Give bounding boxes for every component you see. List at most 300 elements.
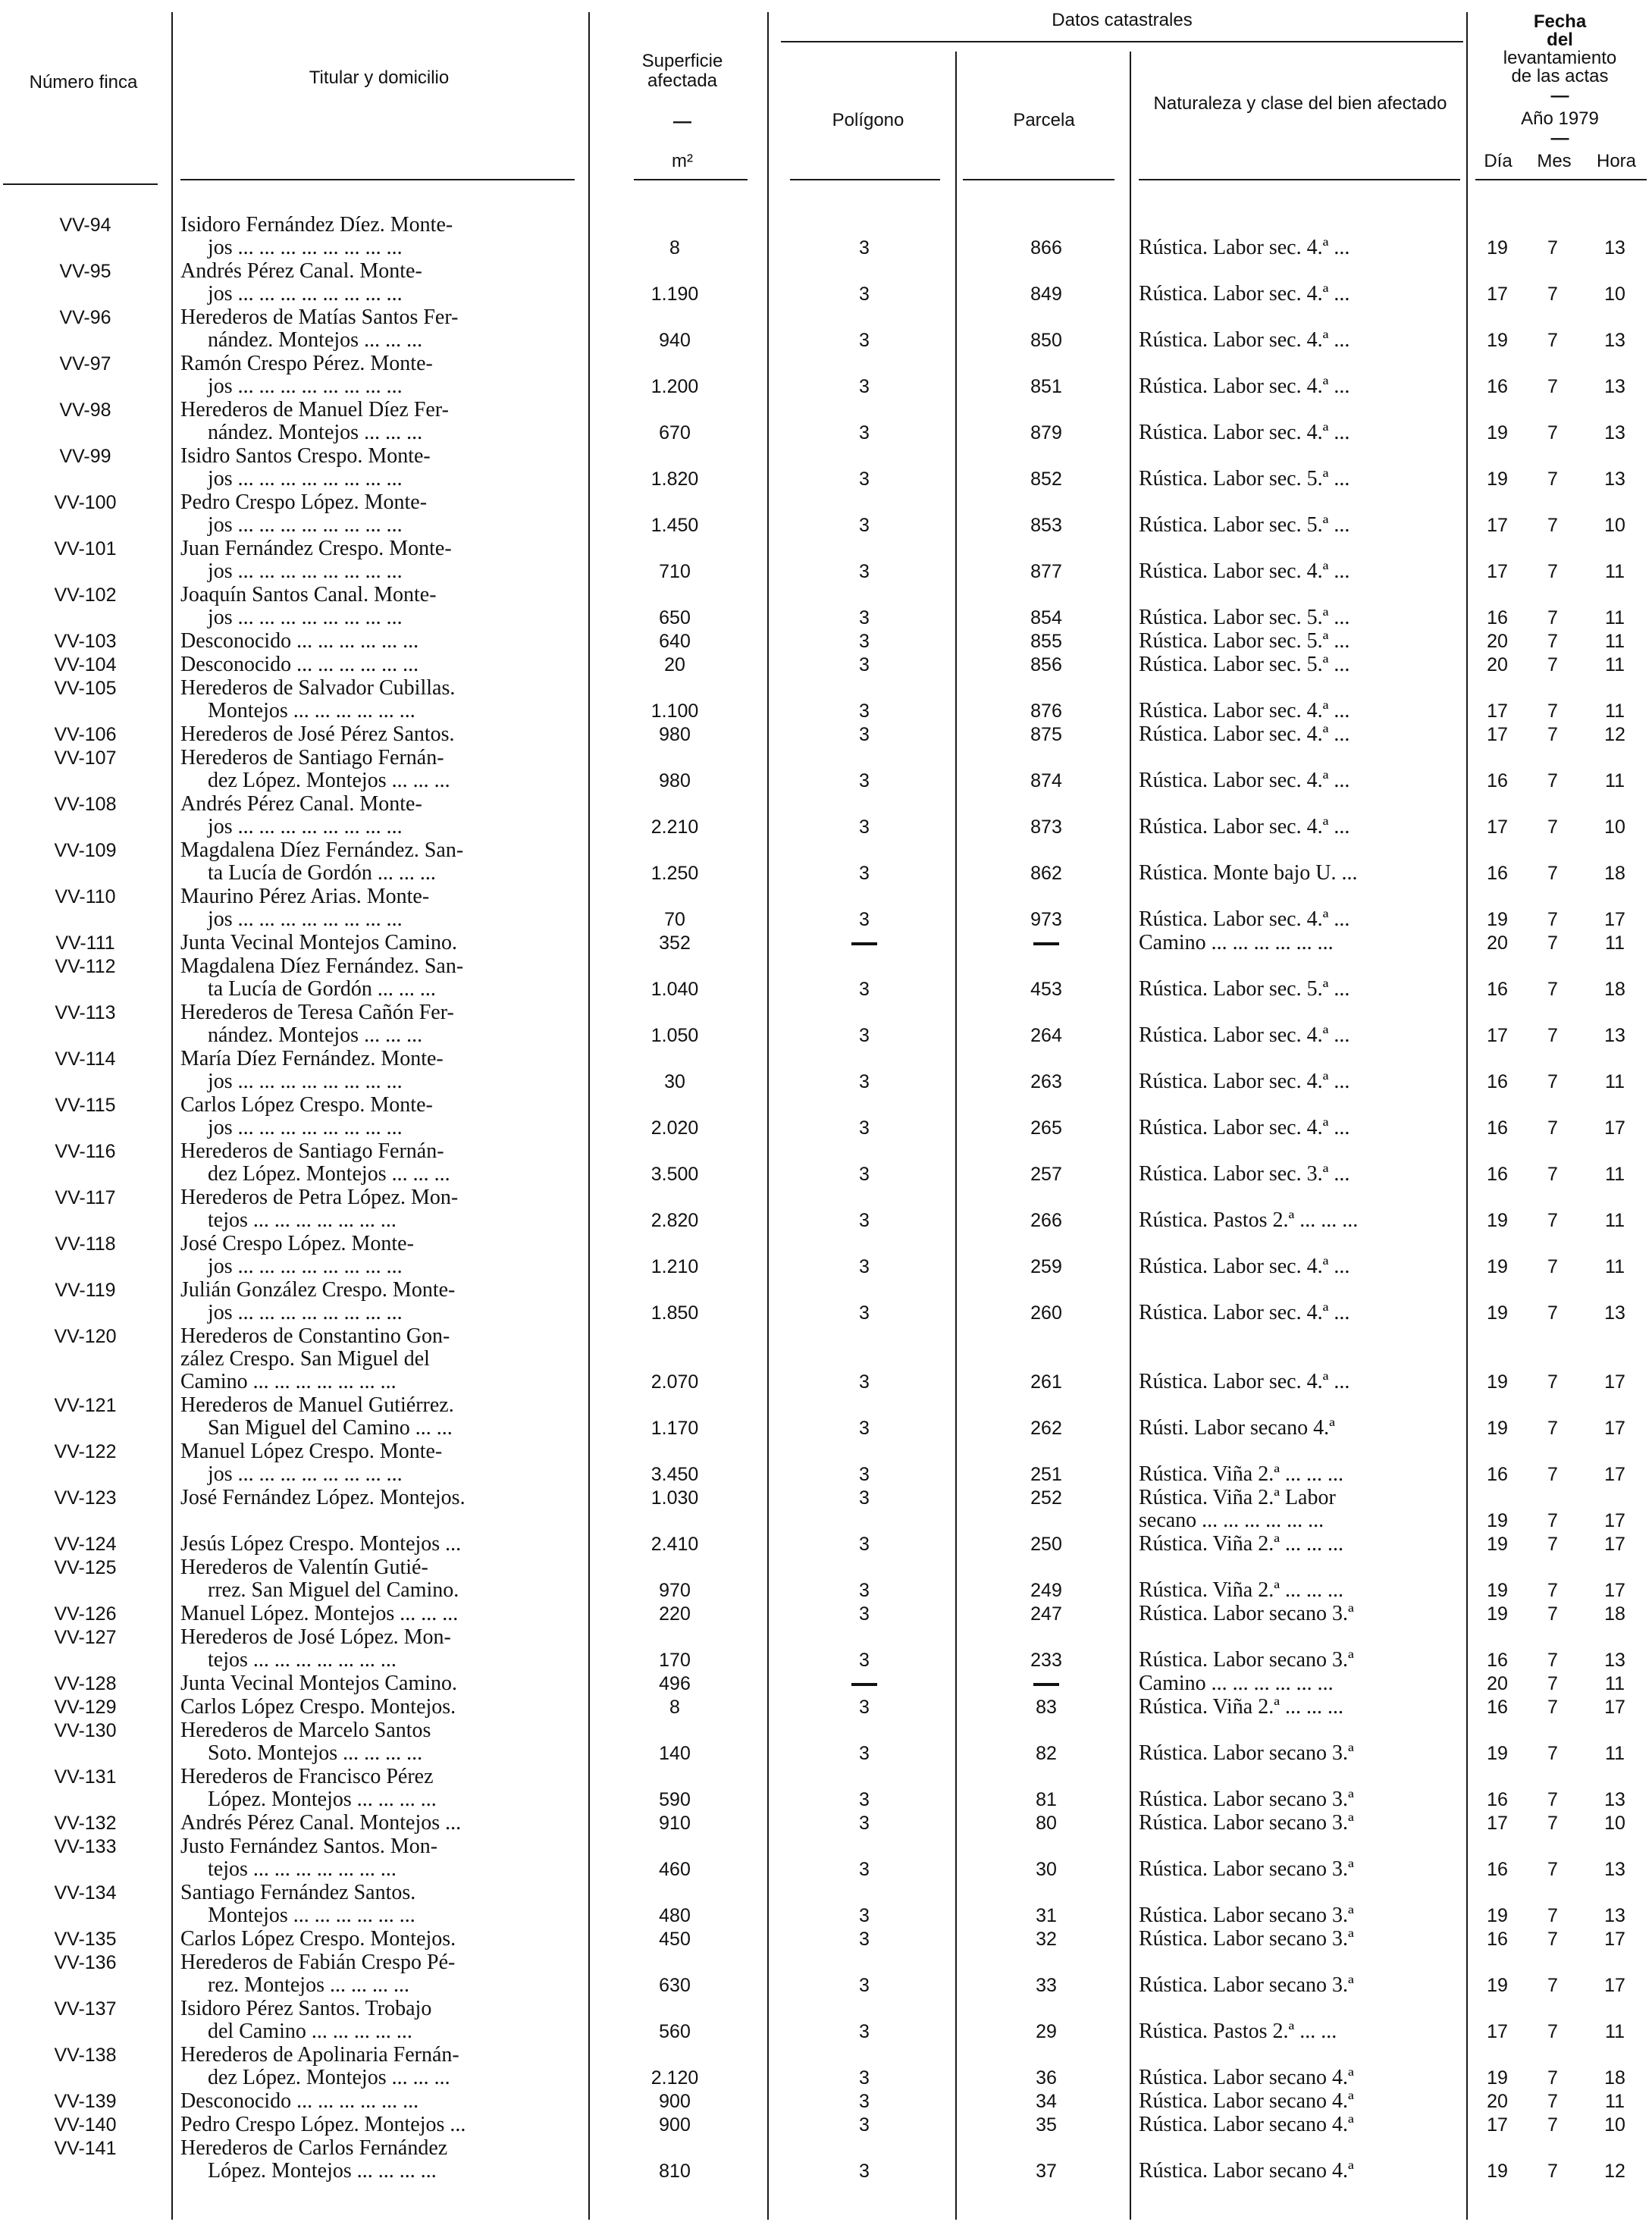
parcela-value bbox=[963, 1672, 1130, 1695]
titular-line: tejos ... ... ... ... ... ... ... bbox=[208, 1209, 397, 1232]
poligono-value: 3 bbox=[859, 1789, 870, 1810]
parcela-value: 265 bbox=[1030, 1117, 1062, 1139]
titular-line: jos ... ... ... ... ... ... ... ... bbox=[208, 606, 403, 629]
naturaleza-cell bbox=[1139, 1209, 1465, 1232]
poligono-value: 3 bbox=[859, 909, 870, 930]
parcela-value: 83 bbox=[1036, 1697, 1057, 1718]
dia-value: 16 bbox=[1487, 1464, 1508, 1485]
hora-value: 11 bbox=[1605, 561, 1625, 582]
mes-value: 7 bbox=[1547, 2021, 1558, 2042]
dash-mark bbox=[851, 1683, 877, 1686]
titular-cell bbox=[180, 955, 575, 1001]
titular-cell bbox=[180, 677, 575, 722]
finca-number: VV-114 bbox=[55, 1048, 116, 1070]
finca-number: VV-112 bbox=[55, 956, 116, 977]
hora-value: 10 bbox=[1604, 515, 1625, 536]
table-row bbox=[0, 1812, 1652, 1835]
finca-number: VV-128 bbox=[54, 1673, 117, 1694]
naturaleza-cell bbox=[1139, 237, 1465, 259]
superficie-value: 970 bbox=[659, 1580, 691, 1601]
titular-cell bbox=[180, 1951, 575, 1997]
titular-line: nández. Montejos ... ... ... bbox=[208, 421, 423, 444]
titular-line: Herederos de Manuel Díez Fer- bbox=[180, 399, 449, 421]
poligono-value: 3 bbox=[859, 1603, 870, 1625]
table-row bbox=[0, 1279, 1652, 1324]
parcela-value: 873 bbox=[1030, 816, 1062, 838]
mes-value: 7 bbox=[1547, 1510, 1558, 1531]
naturaleza-cell bbox=[1139, 560, 1465, 583]
header-fecha-actas: de las actas bbox=[1511, 66, 1609, 86]
dia-value: 19 bbox=[1487, 422, 1508, 443]
table-row bbox=[0, 1186, 1652, 1232]
parcela-value: 261 bbox=[1030, 1371, 1062, 1393]
finca-number: VV-127 bbox=[54, 1627, 117, 1648]
superficie-value: 170 bbox=[659, 1650, 691, 1671]
naturaleza-line: secano ... ... ... ... ... ... bbox=[1139, 1509, 1324, 1532]
header-fecha-levantamiento: levantamiento bbox=[1503, 48, 1617, 68]
parcela-value: 263 bbox=[1030, 1071, 1062, 1092]
superficie-value: 1.100 bbox=[650, 700, 699, 722]
mes-value: 7 bbox=[1547, 2161, 1558, 2182]
titular-line: rrez. San Miguel del Camino. bbox=[208, 1579, 459, 1602]
naturaleza-line: Rústica. Labor secano 3.ª bbox=[1139, 1742, 1354, 1765]
mes-value: 7 bbox=[1547, 1302, 1558, 1324]
mes-value: 7 bbox=[1547, 932, 1558, 954]
table-row bbox=[0, 1672, 1652, 1695]
superficie-value: 30 bbox=[664, 1071, 685, 1092]
titular-cell bbox=[180, 630, 575, 653]
naturaleza-cell bbox=[1139, 1117, 1465, 1139]
finca-number: VV-120 bbox=[54, 1326, 117, 1347]
finca-number: VV-138 bbox=[54, 2045, 117, 2066]
dia-value: 17 bbox=[1487, 2021, 1508, 2042]
titular-line: María Díez Fernández. Monte- bbox=[180, 1048, 444, 1070]
titular-line: Junta Vecinal Montejos Camino. bbox=[180, 1672, 457, 1695]
hora-value: 17 bbox=[1604, 1929, 1625, 1950]
poligono-value: 3 bbox=[859, 1210, 870, 1231]
table-row bbox=[0, 723, 1652, 746]
dia-value: 20 bbox=[1487, 1673, 1508, 1694]
finca-number: VV-107 bbox=[54, 747, 117, 769]
finca-number: VV-108 bbox=[54, 794, 117, 815]
hora-value: 11 bbox=[1605, 654, 1625, 675]
titular-line: dez López. Montejos ... ... ... bbox=[208, 1163, 450, 1186]
dia-value: 17 bbox=[1487, 724, 1508, 745]
titular-cell bbox=[180, 2114, 575, 2136]
dia-value: 20 bbox=[1487, 932, 1508, 954]
table-row bbox=[0, 1094, 1652, 1139]
datos-catastrales-rule bbox=[781, 41, 1463, 42]
naturaleza-cell bbox=[1139, 1858, 1465, 1881]
header-superficie: Superficie afectada bbox=[641, 51, 723, 91]
naturaleza-cell bbox=[1139, 283, 1465, 306]
naturaleza-cell bbox=[1139, 1974, 1465, 1997]
poligono-value: 3 bbox=[859, 1650, 870, 1671]
naturaleza-cell bbox=[1139, 1696, 1465, 1719]
mes-value: 7 bbox=[1547, 561, 1558, 582]
hora-value: 17 bbox=[1604, 1418, 1625, 1439]
hora-value: 17 bbox=[1604, 909, 1625, 930]
parcela-value: 82 bbox=[1036, 1743, 1057, 1764]
superficie-value: 8 bbox=[669, 237, 680, 259]
poligono-value: 3 bbox=[859, 2021, 870, 2042]
titular-cell bbox=[180, 1140, 575, 1186]
header-dia: Día bbox=[1484, 151, 1513, 171]
finca-number: VV-106 bbox=[54, 724, 117, 745]
superficie-value: 810 bbox=[659, 2161, 691, 2182]
finca-number: VV-113 bbox=[55, 1002, 116, 1023]
finca-number: VV-129 bbox=[54, 1697, 117, 1718]
finca-number: VV-97 bbox=[59, 353, 111, 374]
poligono-value: 3 bbox=[859, 607, 870, 628]
header-rule bbox=[1139, 179, 1460, 180]
titular-line: Magdalena Díez Fernández. San- bbox=[180, 955, 464, 978]
hora-value: 11 bbox=[1605, 2021, 1625, 2042]
dia-value: 16 bbox=[1487, 1071, 1508, 1092]
mes-value: 7 bbox=[1547, 1371, 1558, 1393]
titular-line: Andrés Pérez Canal. Montejos ... bbox=[180, 1812, 462, 1835]
superficie-value: 220 bbox=[659, 1603, 691, 1625]
mes-value: 7 bbox=[1547, 2067, 1558, 2089]
naturaleza-line: Rústica. Labor sec. 4.ª ... bbox=[1139, 908, 1350, 931]
parcela-value: 31 bbox=[1036, 1905, 1057, 1926]
dia-value: 19 bbox=[1487, 1580, 1508, 1601]
naturaleza-cell bbox=[1139, 1024, 1465, 1047]
hora-value: 13 bbox=[1604, 1905, 1625, 1926]
dia-value: 19 bbox=[1487, 330, 1508, 351]
hora-value: 13 bbox=[1604, 1302, 1625, 1324]
naturaleza-cell bbox=[1139, 1788, 1465, 1811]
parcela-value: 259 bbox=[1030, 1256, 1062, 1277]
naturaleza-cell bbox=[1139, 329, 1465, 352]
dia-value: 19 bbox=[1487, 1905, 1508, 1926]
table-row bbox=[0, 1766, 1652, 1811]
mes-value: 7 bbox=[1547, 1975, 1558, 1996]
naturaleza-cell bbox=[1139, 1070, 1465, 1093]
table-row bbox=[0, 1951, 1652, 1997]
naturaleza-cell bbox=[1139, 1672, 1465, 1695]
titular-cell bbox=[180, 1048, 575, 1093]
table-row bbox=[0, 1533, 1652, 1556]
titular-line: jos ... ... ... ... ... ... ... ... bbox=[208, 468, 403, 490]
hora-value: 13 bbox=[1604, 422, 1625, 443]
dia-value: 17 bbox=[1487, 816, 1508, 838]
finca-number: VV-135 bbox=[54, 1929, 117, 1950]
hora-value: 17 bbox=[1604, 1697, 1625, 1718]
header-rule bbox=[963, 179, 1114, 180]
finca-number: VV-94 bbox=[59, 215, 111, 236]
poligono-value: 3 bbox=[859, 237, 870, 259]
poligono-value: 3 bbox=[859, 469, 870, 490]
naturaleza-cell bbox=[1139, 2067, 1465, 2089]
dia-value: 16 bbox=[1487, 770, 1508, 791]
finca-number: VV-115 bbox=[55, 1095, 116, 1116]
titular-cell bbox=[180, 1766, 575, 1811]
naturaleza-line: Rústica. Labor sec. 4.ª ... bbox=[1139, 1117, 1350, 1139]
poligono-value: 3 bbox=[859, 816, 870, 838]
header-poligono: Polígono bbox=[832, 110, 904, 130]
titular-line: Andrés Pérez Canal. Monte- bbox=[180, 260, 422, 283]
naturaleza-cell bbox=[1139, 816, 1465, 838]
titular-line: Isidoro Pérez Santos. Trobajo bbox=[180, 1998, 432, 2020]
table-row bbox=[0, 677, 1652, 722]
parcela-value: 30 bbox=[1036, 1859, 1057, 1880]
parcela-value: 252 bbox=[1030, 1487, 1062, 1509]
naturaleza-line: Rústi. Labor secano 4.ª bbox=[1139, 1417, 1335, 1440]
titular-line: Soto. Montejos ... ... ... ... bbox=[208, 1742, 423, 1765]
poligono-value: 3 bbox=[859, 561, 870, 582]
naturaleza-cell bbox=[1139, 2160, 1465, 2183]
naturaleza-cell bbox=[1139, 908, 1465, 931]
titular-line: Justo Fernández Santos. Mon- bbox=[180, 1835, 438, 1858]
superficie-value: 1.250 bbox=[650, 863, 699, 884]
titular-line: jos ... ... ... ... ... ... ... ... bbox=[208, 514, 403, 537]
poligono-value: 3 bbox=[859, 2091, 870, 2112]
parcela-value: 32 bbox=[1036, 1929, 1057, 1950]
poligono-value: 3 bbox=[859, 1117, 870, 1139]
mes-value: 7 bbox=[1547, 909, 1558, 930]
parcela-value: 37 bbox=[1036, 2161, 1057, 2182]
titular-line: dez López. Montejos ... ... ... bbox=[208, 769, 450, 792]
naturaleza-line: Rústica. Labor secano 4.ª bbox=[1139, 2160, 1354, 2183]
dia-value: 19 bbox=[1487, 1603, 1508, 1625]
poligono-value: 3 bbox=[859, 1487, 870, 1509]
header-rule bbox=[3, 183, 158, 185]
finca-number: VV-124 bbox=[54, 1534, 117, 1555]
naturaleza-cell bbox=[1139, 1579, 1465, 1602]
dia-value: 19 bbox=[1487, 1371, 1508, 1393]
dia-value: 19 bbox=[1487, 1743, 1508, 1764]
titular-line: Carlos López Crespo. Monte- bbox=[180, 1094, 433, 1117]
titular-line: jos ... ... ... ... ... ... ... ... bbox=[208, 283, 403, 306]
poligono-value: 3 bbox=[859, 1534, 870, 1555]
superficie-value: 3.500 bbox=[650, 1164, 699, 1185]
table-row bbox=[0, 399, 1652, 444]
dia-value: 16 bbox=[1487, 1164, 1508, 1185]
titular-cell bbox=[180, 653, 575, 676]
titular-line: Manuel López Crespo. Monte- bbox=[180, 1440, 443, 1463]
titular-line: Desconocido ... ... ... ... ... ... bbox=[180, 653, 419, 676]
titular-line: Santiago Fernández Santos. bbox=[180, 1882, 416, 1904]
superficie-value: 2.020 bbox=[650, 1117, 699, 1139]
hora-value: 13 bbox=[1604, 1789, 1625, 1810]
mes-value: 7 bbox=[1547, 330, 1558, 351]
dia-value: 16 bbox=[1487, 1929, 1508, 1950]
mes-value: 7 bbox=[1547, 2091, 1558, 2112]
dia-value: 19 bbox=[1487, 237, 1508, 259]
hora-value: 17 bbox=[1604, 1117, 1625, 1139]
mes-value: 7 bbox=[1547, 2114, 1558, 2136]
hora-value: 11 bbox=[1605, 631, 1625, 652]
dia-value: 17 bbox=[1487, 561, 1508, 582]
dia-value: 19 bbox=[1487, 1975, 1508, 1996]
naturaleza-line: Camino ... ... ... ... ... ... bbox=[1139, 1672, 1334, 1695]
titular-line: Herederos de José Pérez Santos. bbox=[180, 723, 455, 746]
titular-line: ta Lucía de Gordón ... ... ... bbox=[208, 862, 436, 885]
titular-cell bbox=[180, 1556, 575, 1602]
titular-line: Carlos López Crespo. Montejos. bbox=[180, 1928, 456, 1951]
finca-number: VV-116 bbox=[55, 1141, 116, 1162]
superficie-value: 2.820 bbox=[650, 1210, 699, 1231]
finca-number: VV-110 bbox=[55, 886, 116, 907]
finca-number: VV-137 bbox=[54, 1998, 117, 2020]
titular-line: Herederos de Marcelo Santos bbox=[180, 1719, 431, 1742]
titular-cell bbox=[180, 1626, 575, 1672]
finca-number: VV-109 bbox=[54, 840, 117, 861]
table-row bbox=[0, 839, 1652, 885]
hora-value: 11 bbox=[1605, 1210, 1625, 1231]
superficie-value: 2.410 bbox=[650, 1534, 699, 1555]
dia-value: 16 bbox=[1487, 1789, 1508, 1810]
superficie-value: 2.120 bbox=[650, 2067, 699, 2089]
mes-value: 7 bbox=[1547, 284, 1558, 305]
titular-line: Herederos de Constantino Gon- bbox=[180, 1325, 450, 1348]
hora-value: 18 bbox=[1604, 863, 1625, 884]
finca-number: VV-96 bbox=[59, 307, 111, 328]
poligono-value: 3 bbox=[859, 2114, 870, 2136]
titular-line: ta Lucía de Gordón ... ... ... bbox=[208, 978, 436, 1001]
poligono-value: 3 bbox=[859, 1464, 870, 1485]
parcela-value: 80 bbox=[1036, 1813, 1057, 1834]
parcela-value: 233 bbox=[1030, 1650, 1062, 1671]
mes-value: 7 bbox=[1547, 770, 1558, 791]
superficie-value: 650 bbox=[659, 607, 691, 628]
naturaleza-cell bbox=[1139, 375, 1465, 398]
parcela-value: 876 bbox=[1030, 700, 1062, 722]
header-ano: Año 1979 bbox=[1521, 108, 1599, 129]
table-row bbox=[0, 1626, 1652, 1672]
titular-line: Herederos de José López. Mon- bbox=[180, 1626, 451, 1649]
finca-number: VV-139 bbox=[54, 2091, 117, 2112]
finca-number: VV-100 bbox=[54, 492, 117, 513]
dash-mark bbox=[1033, 1683, 1059, 1686]
finca-number: VV-119 bbox=[55, 1280, 116, 1301]
superficie-value: 560 bbox=[659, 2021, 691, 2042]
hora-value: 18 bbox=[1604, 2067, 1625, 2089]
naturaleza-line: Rústica. Labor sec. 5.ª ... bbox=[1139, 514, 1350, 537]
table-row bbox=[0, 1233, 1652, 1278]
mes-value: 7 bbox=[1547, 469, 1558, 490]
parcela-value: 850 bbox=[1030, 330, 1062, 351]
naturaleza-line: Rústica. Monte bajo U. ... bbox=[1139, 862, 1358, 885]
hora-value: 17 bbox=[1604, 1534, 1625, 1555]
titular-cell bbox=[180, 306, 575, 352]
naturaleza-cell bbox=[1139, 1928, 1465, 1951]
naturaleza-line: Rústica. Labor secano 4.ª bbox=[1139, 2067, 1354, 2089]
titular-line: Desconocido ... ... ... ... ... ... bbox=[180, 2090, 419, 2113]
naturaleza-line: Rústica. Labor secano 3.ª bbox=[1139, 1603, 1354, 1625]
poligono-value: 3 bbox=[859, 1905, 870, 1926]
parcela-value: 866 bbox=[1030, 237, 1062, 259]
titular-cell bbox=[180, 260, 575, 306]
table-row bbox=[0, 1556, 1652, 1602]
naturaleza-cell bbox=[1139, 653, 1465, 676]
titular-line: del Camino ... ... ... ... ... bbox=[208, 2020, 412, 2043]
table-row bbox=[0, 306, 1652, 352]
table-row bbox=[0, 955, 1652, 1001]
superficie-value: 140 bbox=[659, 1743, 691, 1764]
dia-value: 17 bbox=[1487, 515, 1508, 536]
hora-value: 17 bbox=[1604, 1580, 1625, 1601]
finca-number: VV-141 bbox=[54, 2138, 117, 2159]
titular-line: rez. Montejos ... ... ... ... bbox=[208, 1974, 409, 1997]
titular-cell bbox=[180, 584, 575, 629]
table-row bbox=[0, 885, 1652, 931]
hora-value: 10 bbox=[1604, 816, 1625, 838]
naturaleza-cell bbox=[1139, 932, 1465, 954]
titular-line: tejos ... ... ... ... ... ... ... bbox=[208, 1858, 397, 1881]
finca-number: VV-111 bbox=[55, 932, 115, 954]
titular-line: Desconocido ... ... ... ... ... ... bbox=[180, 630, 419, 653]
parcela-value bbox=[963, 932, 1130, 954]
titular-cell bbox=[180, 399, 575, 444]
naturaleza-line: Rústica. Labor sec. 4.ª ... bbox=[1139, 723, 1350, 746]
poligono-value: 3 bbox=[859, 1859, 870, 1880]
table-row bbox=[0, 630, 1652, 653]
titular-cell bbox=[180, 1186, 575, 1232]
naturaleza-cell bbox=[1139, 769, 1465, 792]
parcela-value: 851 bbox=[1030, 376, 1062, 397]
naturaleza-line: Rústica. Labor sec. 4.ª ... bbox=[1139, 1255, 1350, 1278]
titular-cell bbox=[180, 1672, 575, 1695]
mes-value: 7 bbox=[1547, 1859, 1558, 1880]
parcela-value: 250 bbox=[1030, 1534, 1062, 1555]
titular-line: Herederos de Petra López. Mon- bbox=[180, 1186, 459, 1209]
mes-value: 7 bbox=[1547, 1534, 1558, 1555]
mes-value: 7 bbox=[1547, 1164, 1558, 1185]
naturaleza-cell bbox=[1139, 630, 1465, 653]
poligono-value: 3 bbox=[859, 1929, 870, 1950]
naturaleza-line: Rústica. Labor sec. 5.ª ... bbox=[1139, 630, 1350, 653]
hora-value: 17 bbox=[1604, 1464, 1625, 1485]
hora-value: 18 bbox=[1604, 1603, 1625, 1625]
hora-value: 17 bbox=[1604, 1371, 1625, 1393]
titular-line: José Crespo López. Monte- bbox=[180, 1233, 414, 1255]
mes-value: 7 bbox=[1547, 700, 1558, 722]
table-row bbox=[0, 1835, 1652, 1881]
poligono-value: 3 bbox=[859, 1302, 870, 1324]
dia-value: 17 bbox=[1487, 284, 1508, 305]
titular-line: Herederos de Teresa Cañón Fer- bbox=[180, 1001, 454, 1024]
naturaleza-line: Camino ... ... ... ... ... ... bbox=[1139, 932, 1334, 954]
parcela-value: 854 bbox=[1030, 607, 1062, 628]
naturaleza-line: Rústica. Viña 2.ª Labor bbox=[1139, 1487, 1336, 1509]
titular-line: Jesús López Crespo. Montejos ... bbox=[180, 1533, 462, 1556]
titular-line: Herederos de Manuel Gutiérrez. bbox=[180, 1394, 454, 1417]
dash-mark bbox=[851, 942, 877, 945]
table-row bbox=[0, 445, 1652, 490]
table-row bbox=[0, 1325, 1652, 1393]
dia-value: 16 bbox=[1487, 1650, 1508, 1671]
superficie-value: 900 bbox=[659, 2114, 691, 2136]
naturaleza-line: Rústica. Viña 2.ª ... ... ... bbox=[1139, 1463, 1343, 1486]
naturaleza-line: Rústica. Labor sec. 4.ª ... bbox=[1139, 816, 1350, 838]
finca-number: VV-131 bbox=[54, 1766, 117, 1788]
parcela-value: 874 bbox=[1030, 770, 1062, 791]
titular-cell bbox=[180, 839, 575, 885]
header-numero-finca: Número finca bbox=[29, 72, 138, 92]
naturaleza-line: Rústica. Labor secano 3.ª bbox=[1139, 1812, 1354, 1835]
titular-cell bbox=[180, 1001, 575, 1047]
parcela-value: 877 bbox=[1030, 561, 1062, 582]
hora-value: 11 bbox=[1605, 1673, 1625, 1694]
superficie-value: 20 bbox=[664, 654, 685, 675]
parcela-value: 36 bbox=[1036, 2067, 1057, 2089]
titular-line: Magdalena Díez Fernández. San- bbox=[180, 839, 464, 862]
hora-value: 10 bbox=[1604, 284, 1625, 305]
finca-number: VV-117 bbox=[55, 1187, 116, 1208]
superficie-value: 1.170 bbox=[650, 1418, 699, 1439]
